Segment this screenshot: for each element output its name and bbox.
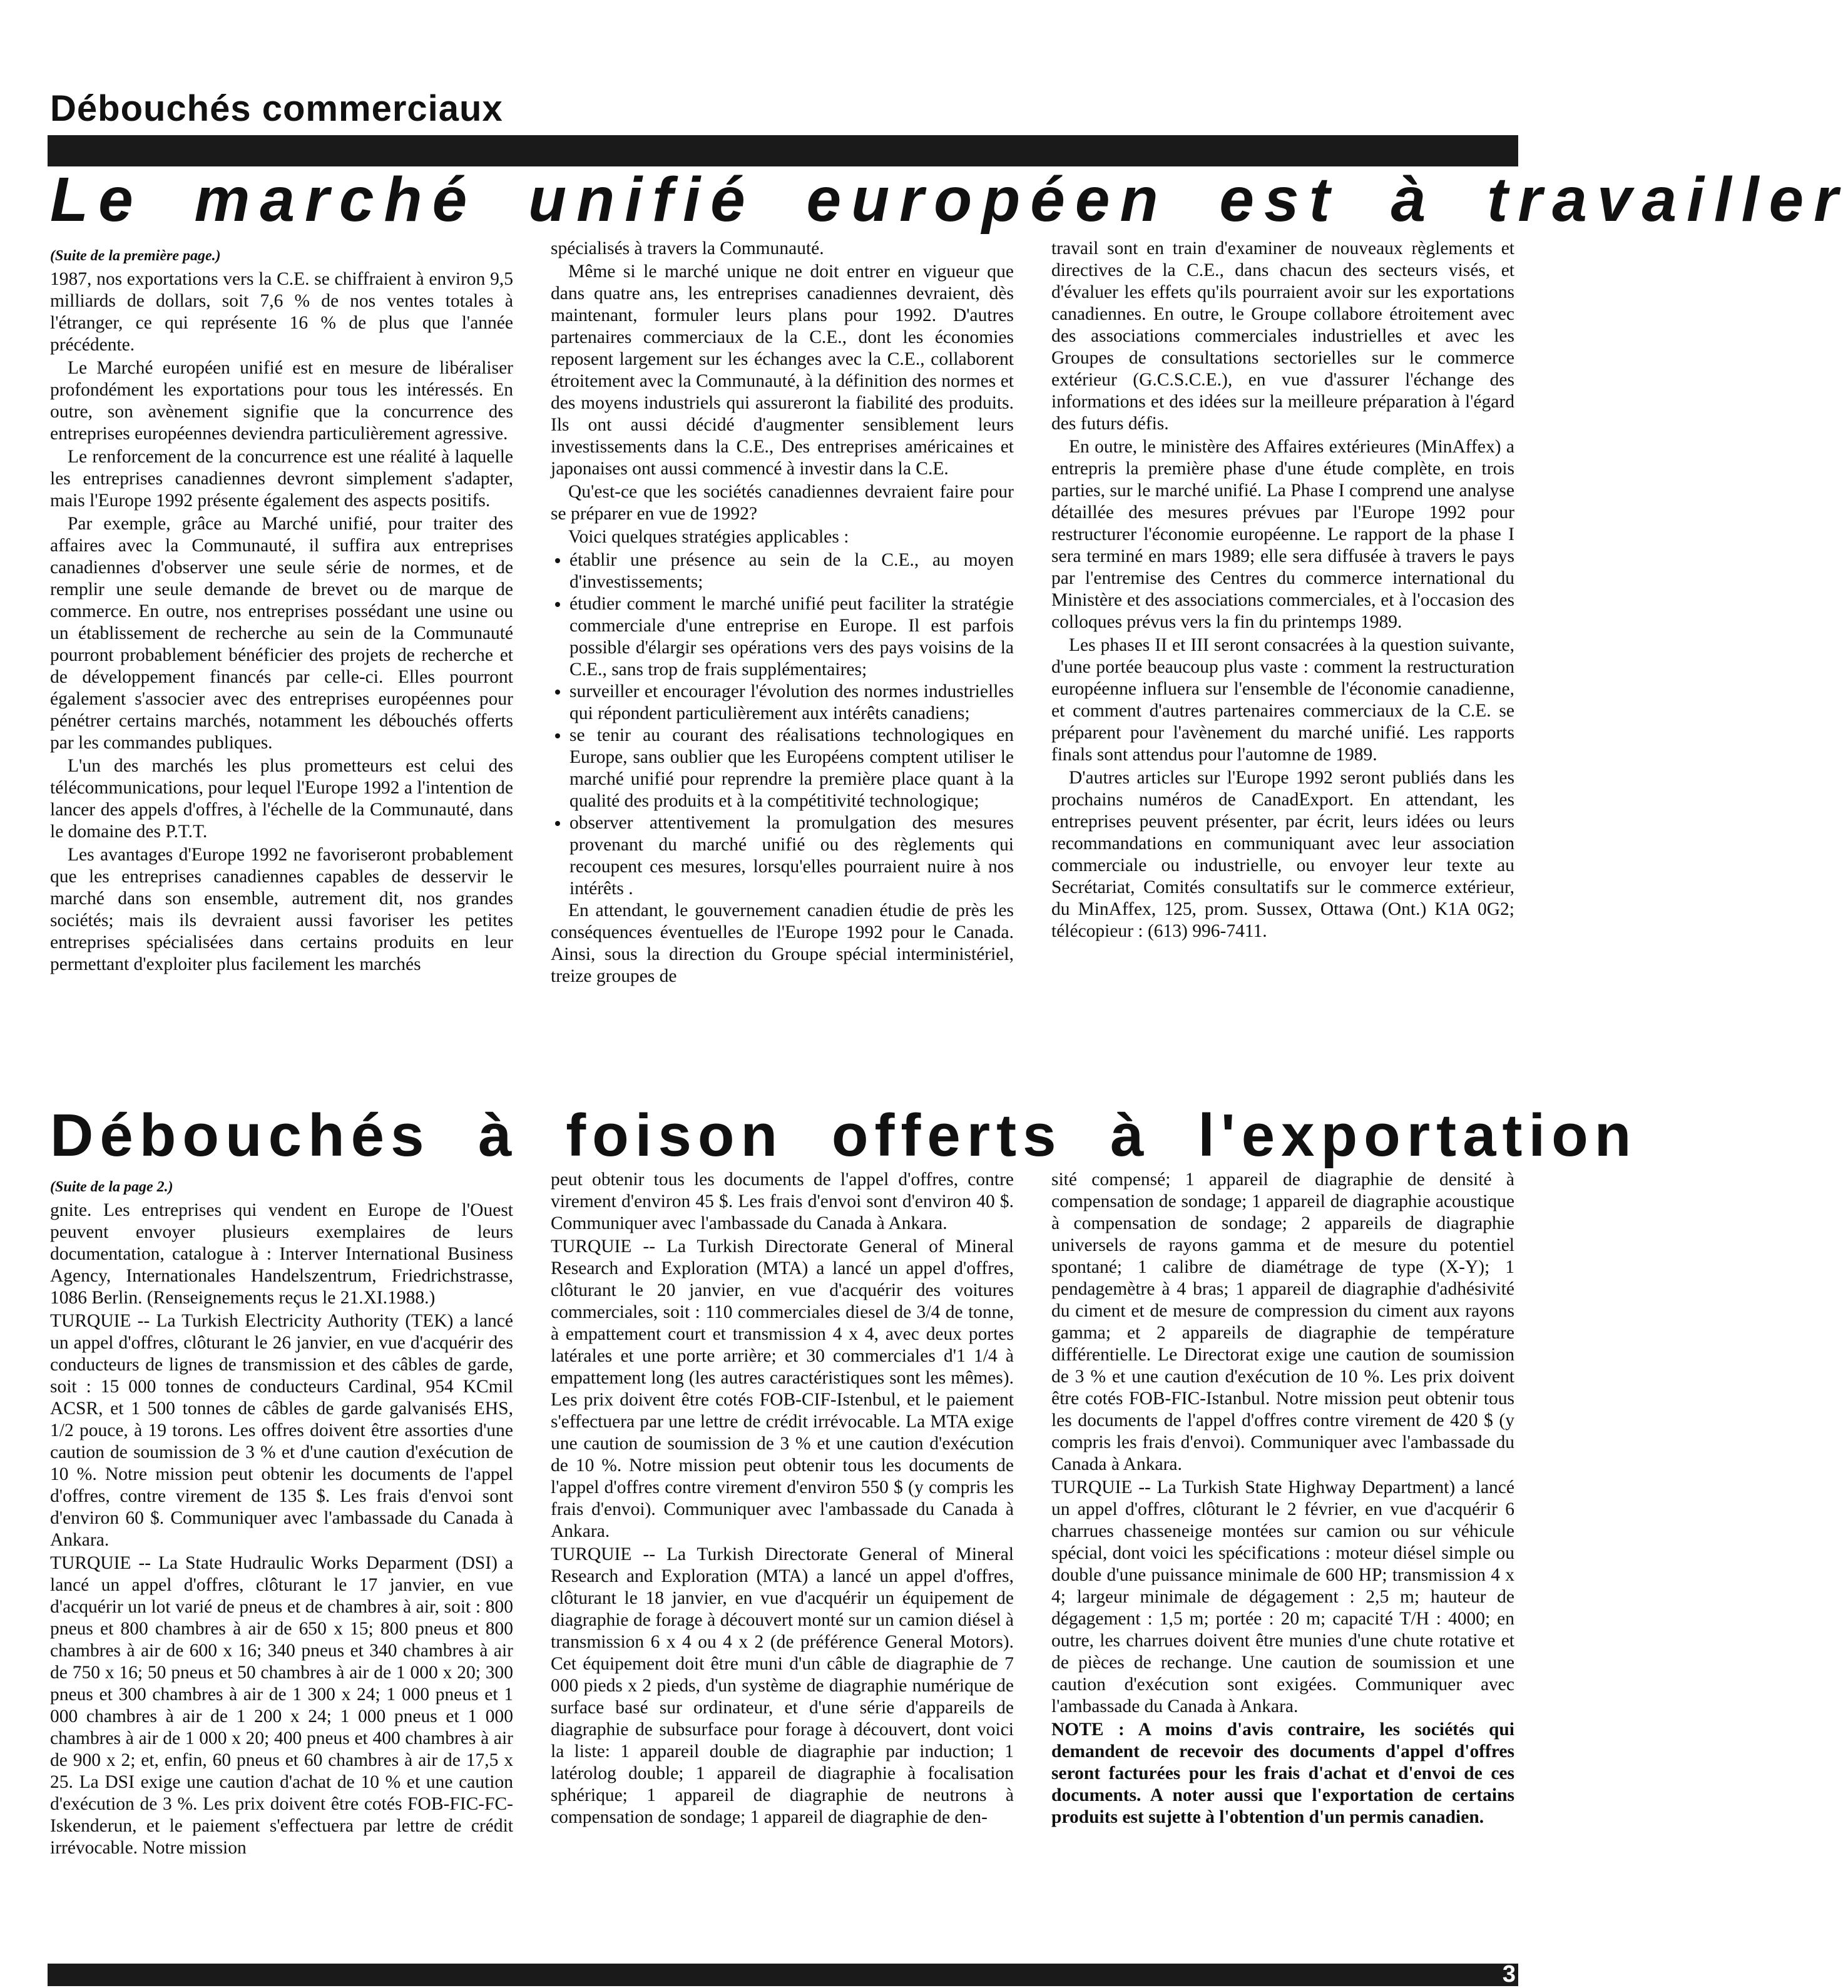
paragraph: Même si le marché unique ne doit entrer en vigueur que dans quatre ans, les entreprises canadiennes devraient, dès maintenant, formuler leurs plans pour 1992. D'autres partenaires commerciaux de la C.E., dont les économies reposent largement sur les échanges avec la C.E., collaborent étroitement avec la Communauté, à la définition des normes et des moyens industriels qui assureront la fiabilité des produits. Ils ont aussi décidé d'augmenter sensiblement leurs investissements dans la C.E., Des entreprises américaines et japonaises ont aussi commencé à investir dans la C.E. xyxy=(551,262,1014,479)
article1-column-1 xyxy=(50,245,513,977)
article2-column-2 xyxy=(551,1169,1014,1830)
paragraph: Qu'est-ce que les sociétés canadiennes devraient faire pour se préparer en vue de 1992? xyxy=(551,482,1014,524)
article1-column-3 xyxy=(1051,238,1514,944)
paragraph: spécialisés à travers la Communauté. xyxy=(551,238,824,258)
continued-note: (Suite de la page 2.) xyxy=(50,1179,173,1195)
paragraph: Les avantages d'Europe 1992 ne favoriseront probablement que les entreprises canadiennes capables de desservir le marché dans son ensemble, autrement dit, nos grandes sociétés; mais ils devraient aussi favoriser les petites entreprises spécialisées dans certains produits en leur permettant d'exploiter plus facilement les marchés xyxy=(50,845,513,974)
list-item: • observer attentivement la promulgation des mesures provenant du marché unifié ou des règlements qui recoupent ces mesures, lorsqu'elles pourraient nuire à nos intérêts . xyxy=(569,812,1014,900)
article2-headline: Débouchés à foison offerts à l'exportation xyxy=(50,1102,1638,1169)
paragraph: En outre, le ministère des Affaires extérieures (MinAffex) a entrepris la première phase d'une étude complète, en trois parties, sur le marché unifié. La Phase I comprend une analyse détaillée des mesures prévues par l'Europe 1992 pour restructurer l'économie européenne. Le rapport de la phase I sera terminé en mars 1989; elle sera diffusée à travers le pays par l'entremise des Centres du commerce international du Ministère et des associations commerciales, et à l'occasion des colloques prévus vers la fin du printemps 1989. xyxy=(1051,437,1514,632)
note: NOTE : A moins d'avis contraire, les sociétés qui demandent de recevoir des documents d'appel d'offres seront facturées pour les frais d'achat et d'envoi de ces documents. A noter aussi que l'exportation de certains produits est sujette à l'obtention d'un permis canadien. xyxy=(1051,1720,1514,1827)
paragraph: Le renforcement de la concurrence est une réalité à laquelle les entreprises canadiennes devront simplement s'adapter, mais l'Europe 1992 présente également des aspects positifs. xyxy=(50,447,513,511)
strategy-list xyxy=(551,549,1014,900)
paragraph: sité compensé; 1 appareil de diagraphie de densité à compensation de sondage; 1 appareil de diagraphie acoustique à compensation de sondage; 2 appareils de diagraphie universels de rayons gamma et de mesure du potentiel spontané; 1 calibre de diamétrage de type (X-Y); 1 pendagemètre à 4 bras; 1 appareil de diagraphie d'adhésivité du ciment et de mesure de compression du ciment aux rayons gamma; et 2 appareils de diagraphie de température différentielle. Le Directorat exige une caution de soumission de 3 % et une caution d'exécution de 10 %. Les prix doivent être cotés FOB-FIC-Istanbul. Notre mission peut obtenir tous les documents de l'appel d'offres contre virement de 420 $ (y compris les frais d'envoi). Communiquer avec l'ambassade du Canada à Ankara. xyxy=(1051,1170,1514,1474)
paragraph: Voici quelques stratégies applicables : xyxy=(568,527,849,547)
section-title: Débouchés commerciaux xyxy=(50,88,503,129)
tender-notice: TURQUIE -- La Turkish Directorate General of Mineral Research and Exploration (MTA) a lancé un appel d'offres, clôturant le 20 janvier, en vue d'acquérir des voitures commerciales, soit : 110 commerciales diesel de 3/4 de tonne, à empattement court et transmission 4 x 4, avec deux portes latérales et une porte arrière; et 30 commerciales d'1 1/4 à empattement long (les autres caractéristiques sont les mêmes). Les prix doivent être cotés FOB-CIF-Istenbul, et le paiement s'effectuera par une lettre de crédit irrévocable. La MTA exige une caution de soumission de 3 % et une caution d'exécution de 10 %. Notre mission peut obtenir tous les documents de l'appel d'offres contre virement d'environ 550 $ (y compris les frais d'envoi). Communiquer avec l'ambassade du Canada à Ankara. xyxy=(551,1236,1014,1541)
paragraph: peut obtenir tous les documents de l'appel d'offres, contre virement d'environ 45 $. Les frais d'envoi sont d'environ 40 $. Communiquer avec l'ambassade du Canada à Ankara. xyxy=(551,1170,1014,1233)
article1-column-2 xyxy=(551,238,1014,989)
paragraph: travail sont en train d'examiner de nouveaux règlements et directives de la C.E., dans chacun des secteurs visés, et d'évaluer les effets qu'ils pourraient avoir sur les exportations canadiennes. En outre, le Groupe collabore étroitement avec des associations commerciales industrielles et avec les Groupes de consultations sectorielles sur le commerce extérieur (G.C.S.C.E.), en vue d'assurer l'échange des informations et des idées sur la meilleure préparation à l'égard des futurs défis. xyxy=(1051,238,1514,434)
list-item: • étudier comment le marché unifié peut faciliter la stratégie commerciale d'une entreprise en Europe. Il est parfois possible d'élargir ses opérations vers des pays voisins de la C.E., sans trop de frais supplémentaires; xyxy=(569,593,1014,681)
paragraph: gnite. Les entreprises qui vendent en Europe de l'Ouest peuvent envoyer plusieurs exemplaires de leurs documentation, catalogue à : Interver International Business Agency, Internationales Handelszentrum, Friedrichstrasse, 1086 Berlin. (Renseignements reçus le 21.XI.1988.) xyxy=(50,1200,513,1308)
paragraph: D'autres articles sur l'Europe 1992 seront publiés dans les prochains numéros de CanadExport. En attendant, les entreprises peuvent présenter, par écrit, leurs idées ou leurs recommandations en communiquant avec leur association commerciale ou industrielle, ou envoyer leur texte au Secrétariat, Comités consultatifs sur le commerce extérieur, du MinAffex, 125, prom. Sussex, Ottawa (Ont.) K1A 0G2; télécopieur : (613) 996-7411. xyxy=(1051,768,1514,941)
list-item: • se tenir au courant des réalisations technologiques en Europe, sans oublier que les Européens comptent utiliser le marché unifié pour reprendre la première place quant à la qualité des produits et à la compétitivité technologique; xyxy=(569,725,1014,812)
tender-notice: TURQUIE -- La Turkish State Highway Department) a lancé un appel d'offres, clôturant le 2 février, en vue d'acquérir 6 charrues chasseneige montées sur camion ou sur véhicule spécial, dont voici les spécifications : moteur diésel simple ou double d'une puissance minimale de 600 HP; transmission 4 x 4; largeur minimale de dégagement : 2,5 m; hauteur de dégagement : 1,5 m; portée : 20 m; capacité T/H : 4000; en outre, les charrues doivent être munies d'une chute rotative et de pièces de rechange. Une caution de soumission et une caution d'exécution sont exigées. Communiquer avec l'ambassade du Canada à Ankara. xyxy=(1051,1477,1514,1716)
page-number: 3 xyxy=(1502,1961,1516,1987)
paragraph: En attendant, le gouvernement canadien étudie de près les conséquences éventuelles de l'Europe 1992 pour le Canada. Ainsi, sous la direction du Groupe spécial interministériel, treize groupes de xyxy=(551,900,1014,986)
tender-notice: TURQUIE -- La Turkish Directorate General of Mineral Research and Exploration (MTA) a lancé un appel d'offres, clôturant le 18 janvier, en vue d'acquérir un équipement de diagraphie de forage à découvert monté sur un camion diésel à transmission 6 x 4 ou 4 x 2 (de préférence General Motors). Cet équipement doit être muni d'un câble de diagraphie de 7 000 pieds x 2 pieds, d'un système de diagraphie numérique de surface basé sur ordinateur, et d'une série d'appareils de diagraphie de subsurface pour forage à découvert, dont voici la liste: 1 appareil double de diagraphie par induction; 1 latérolog double; 1 appareil de diagraphie à focalisation sphérique; 1 appareil de diagraphie de neutrons à compensation de sondage; 1 appareil de diagraphie de den- xyxy=(551,1544,1014,1827)
tender-notice: TURQUIE -- La State Hudraulic Works Deparment (DSI) a lancé un appel d'offres, clôturant le 17 janvier, en vue d'acquérir un lot varié de pneus et de chambres à air, soit : 800 pneus et 800 chambres à air de 650 x 15; 800 pneus et 800 chambres à air de 600 x 16; 340 pneus et 340 chambres à air de 750 x 16; 50 pneus et 50 chambres à air de 1 000 x 20; 300 pneus et 300 chambres à air de 1 300 x 24; 1 000 pneus et 1 000 chambres à air de 1 200 x 24; 1 000 pneus et 1 000 chambres à air de 1 000 x 20; 400 pneus et 400 chambres à air de 900 x 2; et, enfin, 60 pneus et 60 chambres à air de 17,5 x 25. La DSI exige une caution d'achat de 10 % et une caution d'exécution de 3 %. Les prix doivent être cotés FOB-FIC-FC-Iskenderun, et le paiement s'effectuera par lettre de crédit irrévocable. Notre mission xyxy=(50,1553,513,1858)
paragraph: 1987, nos exportations vers la C.E. se chiffraient à environ 9,5 milliards de dollars, soit 7,6 % de nos ventes totales à l'étranger, ce qui représente 16 % de plus que l'année précédente. xyxy=(50,269,513,355)
article1-headline: Le marché unifié européen est à travailler xyxy=(50,165,1848,235)
tender-notice: TURQUIE -- La Turkish Electricity Authority (TEK) a lancé un appel d'offres, clôturant le 26 janvier, en vue d'acquérir des conducteurs de lignes de transmission et des câbles de garde, soit : 15 000 tonnes de conducteurs Cardinal, 954 KCmil ACSR, et 1 500 tonnes de câbles de garde galvanisés EHS, 1/2 pouce, à 19 torons. Les offres doivent être assorties d'une caution de soumission de 3 % et d'une caution d'exécution de 10 %. Notre mission peut obtenir les documents de l'appel d'offres, contre virement de 135 $. Les frais d'envoi sont d'environ 60 $. Communiquer avec l'ambassade du Canada à Ankara. xyxy=(50,1311,513,1550)
header-rule xyxy=(48,135,1518,166)
paragraph: Par exemple, grâce au Marché unifié, pour traiter des affaires avec la Communauté, il suffira aux entreprises canadiennes d'observer une seule série de normes, et de remplir une seule demande de brevet ou de marque de commerce. En outre, nos entreprises possédant une usine ou un établissement de recherche au sein de la Communauté pourront probablement bénéficier des projets de recherche et de développement financés par celle-ci. Elles pourront également s'associer avec des entreprises européennes pour pénétrer certains marchés, notamment les débouchés offerts par les commandes publiques. xyxy=(50,514,513,753)
paragraph: Le Marché européen unifié est en mesure de libéraliser profondément les exportations pour tous les intéressés. En outre, son avènement signifie que la concurrence des entreprises européennes deviendra particulièrement agressive. xyxy=(50,358,513,444)
article2-column-3 xyxy=(1051,1169,1514,1830)
footer-rule xyxy=(48,1964,1518,1986)
paragraph: L'un des marchés les plus prometteurs est celui des télécommunications, pour lequel l'Europe 1992 a l'intention de lancer des appels d'offres, à l'échelle de la Communauté, dans le domaine des P.T.T. xyxy=(50,756,513,842)
paragraph: Les phases II et III seront consacrées à la question suivante, d'une portée beaucoup plus vaste : comment la restructuration européenne influera sur l'ensemble de l'économie canadienne, et comment d'autres partenaires commerciaux de la C.E. se préparent pour l'avènement du marché unifié. Les rapports finals sont attendus pour l'automne de 1989. xyxy=(1051,635,1514,765)
continued-note: (Suite de la première page.) xyxy=(50,248,221,264)
list-item: • surveiller et encourager l'évolution des normes industrielles qui répondent particulièrement aux intérêts canadiens; xyxy=(569,681,1014,725)
article2-column-1 xyxy=(50,1176,513,1860)
list-item: • établir une présence au sein de la C.E., au moyen d'investissements; xyxy=(569,549,1014,593)
